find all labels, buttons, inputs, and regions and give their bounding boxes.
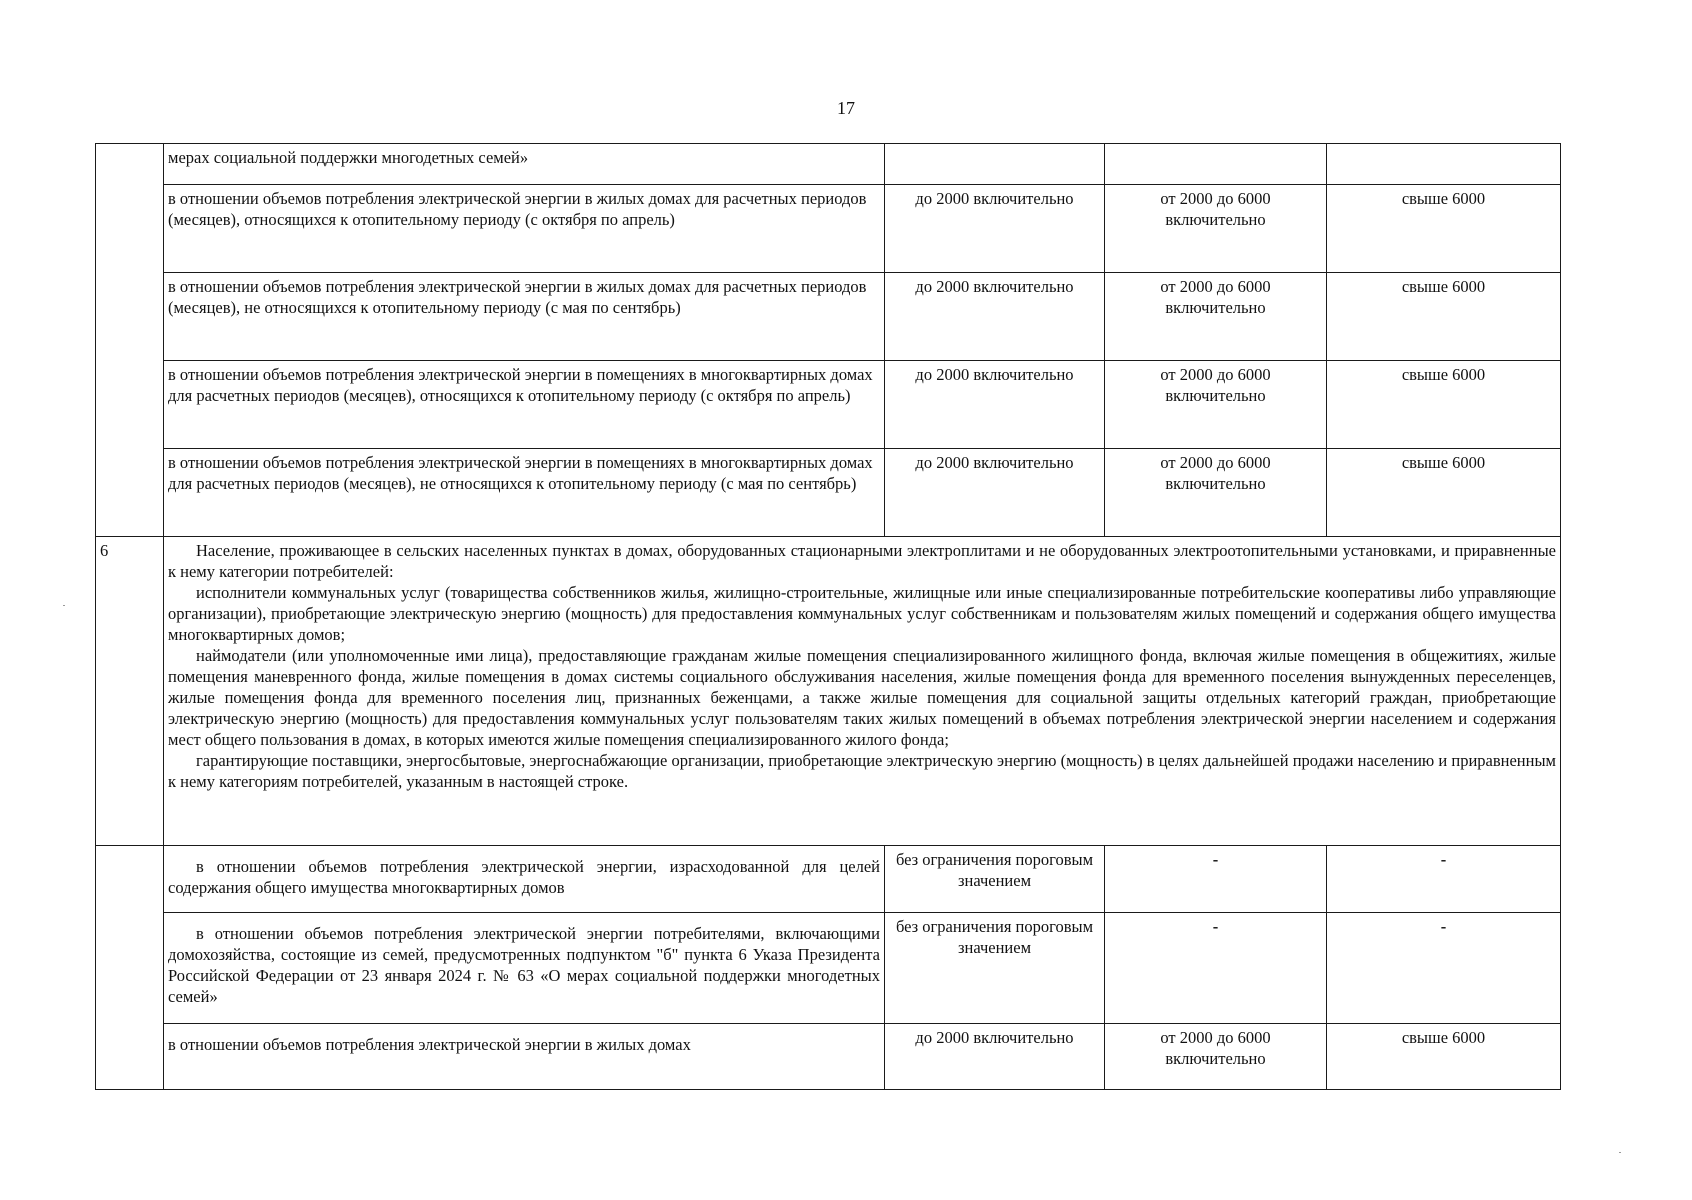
description-cell: мерах социальной поддержки многодетных семей» — [164, 144, 885, 185]
threshold-mid-cell: от 2000 до 6000 включительно — [1105, 1024, 1327, 1090]
page-number: 17 — [837, 98, 855, 118]
threshold-high-cell: свыше 6000 — [1327, 273, 1561, 361]
threshold-low-cell: до 2000 включительно — [885, 449, 1105, 537]
threshold-mid-cell: от 2000 до 6000 включительно — [1105, 361, 1327, 449]
description-cell: в отношении объемов потребления электрической энергии в помещениях в многоквартирных домах для расчетных периодов (месяцев), относящихся к отопительному периоду (с октября по апрель) — [164, 361, 885, 449]
threshold-high-cell — [1327, 144, 1561, 185]
description-cell: в отношении объемов потребления электрической энергии в жилых домах для расчетных периодов (месяцев), не относящихся к отопительному периоду (с мая по сентябрь) — [164, 273, 885, 361]
table-row — [96, 537, 1561, 846]
row-number-cell — [96, 846, 164, 1090]
threshold-mid-cell: от 2000 до 6000 включительно — [1105, 273, 1327, 361]
row-number-cell — [96, 144, 164, 537]
category-paragraph: наймодатели (или уполномоченные ими лица), предоставляющие гражданам жилые помещения специализированного жилищного фонда, включая жилые помещения в общежитиях, жилые помещения маневренного фонда, жилые помещения в домах системы социального обслуживания населения, жилые помещения фонда для временного поселения вынужденных переселенцев, жилые помещения фонда для временного поселения лиц, признанных беженцами, а также жилые помещения для социальной защиты отдельных категорий граждан, приобретающие электрическую энергию (мощность) для предоставления коммунальных услуг пользователям таких жилых помещений в объемах потребления электрической энергии населением и содержания мест общего пользования в домах, в которых имеются жилые помещения специализированного жилого фонда; — [168, 646, 1556, 749]
row-number-cell: 6 — [96, 537, 164, 846]
table-row — [96, 449, 1561, 537]
table-row — [96, 185, 1561, 273]
description-cell: в отношении объемов потребления электрической энергии в помещениях в многоквартирных домах для расчетных периодов (месяцев), не относящихся к отопительному периоду (с мая по сентябрь) — [164, 449, 885, 537]
scan-speck — [63, 605, 65, 606]
threshold-low-cell: до 2000 включительно — [885, 1024, 1105, 1090]
category-paragraph: гарантирующие поставщики, энергосбытовые, энергоснабжающие организации, приобретающие электрическую энергию (мощность) в целях дальнейшей продажи населению и приравненным к нему категориям потребителей, указанным в настоящей строке. — [168, 751, 1556, 791]
category-description-cell — [164, 537, 1561, 846]
threshold-mid-cell: - — [1105, 846, 1327, 913]
category-paragraph: исполнители коммунальных услуг (товарищества собственников жилья, жилищно-строительные, жилищные или иные специализированные потребительские кооперативы либо управляющие организации), приобретающие электрическую энергию (мощность) для предоставления коммунальных услуг собственникам и пользователям жилых помещений и содержания общего имущества многоквартирных домов; — [168, 583, 1556, 644]
description-cell: в отношении объемов потребления электрической энергии в жилых домах — [164, 1024, 885, 1090]
threshold-low-cell: до 2000 включительно — [885, 185, 1105, 273]
threshold-high-cell: свыше 6000 — [1327, 185, 1561, 273]
category-paragraph: Население, проживающее в сельских населенных пунктах в домах, оборудованных стационарными электроплитами и не оборудованных электроотопительными установками, и приравненные к нему категории потребителей: — [168, 541, 1556, 581]
threshold-low-cell: до 2000 включительно — [885, 273, 1105, 361]
tariff-table — [95, 143, 1561, 1090]
threshold-high-cell: свыше 6000 — [1327, 1024, 1561, 1090]
description-cell: в отношении объемов потребления электрической энергии, израсходованной для целей содержания общего имущества многоквартирных домов — [164, 846, 885, 913]
threshold-high-cell: свыше 6000 — [1327, 361, 1561, 449]
threshold-high-cell: - — [1327, 846, 1561, 913]
description-cell: в отношении объемов потребления электрической энергии в жилых домах для расчетных периодов (месяцев), относящихся к отопительному периоду (с октября по апрель) — [164, 185, 885, 273]
description-cell: в отношении объемов потребления электрической энергии потребителями, включающими домохозяйства, состоящие из семей, предусмотренных подпунктом "б" пункта 6 Указа Президента Российской Федерации от 23 января 2024 г. № 63 «О мерах социальной поддержки многодетных семей» — [164, 913, 885, 1024]
threshold-mid-cell — [1105, 144, 1327, 185]
threshold-high-cell: свыше 6000 — [1327, 449, 1561, 537]
threshold-low-cell — [885, 144, 1105, 185]
threshold-low-cell: до 2000 включительно — [885, 361, 1105, 449]
table-row — [96, 846, 1561, 913]
threshold-high-cell: - — [1327, 913, 1561, 1024]
threshold-mid-cell: - — [1105, 913, 1327, 1024]
table-row — [96, 913, 1561, 1024]
threshold-mid-cell: от 2000 до 6000 включительно — [1105, 185, 1327, 273]
threshold-low-cell: без ограничения пороговым значением — [885, 846, 1105, 913]
table-row — [96, 273, 1561, 361]
table-row — [96, 1024, 1561, 1090]
table-row — [96, 144, 1561, 185]
threshold-low-cell: без ограничения пороговым значением — [885, 913, 1105, 1024]
threshold-mid-cell: от 2000 до 6000 включительно — [1105, 449, 1327, 537]
scan-speck — [1619, 1152, 1621, 1153]
table-row — [96, 361, 1561, 449]
